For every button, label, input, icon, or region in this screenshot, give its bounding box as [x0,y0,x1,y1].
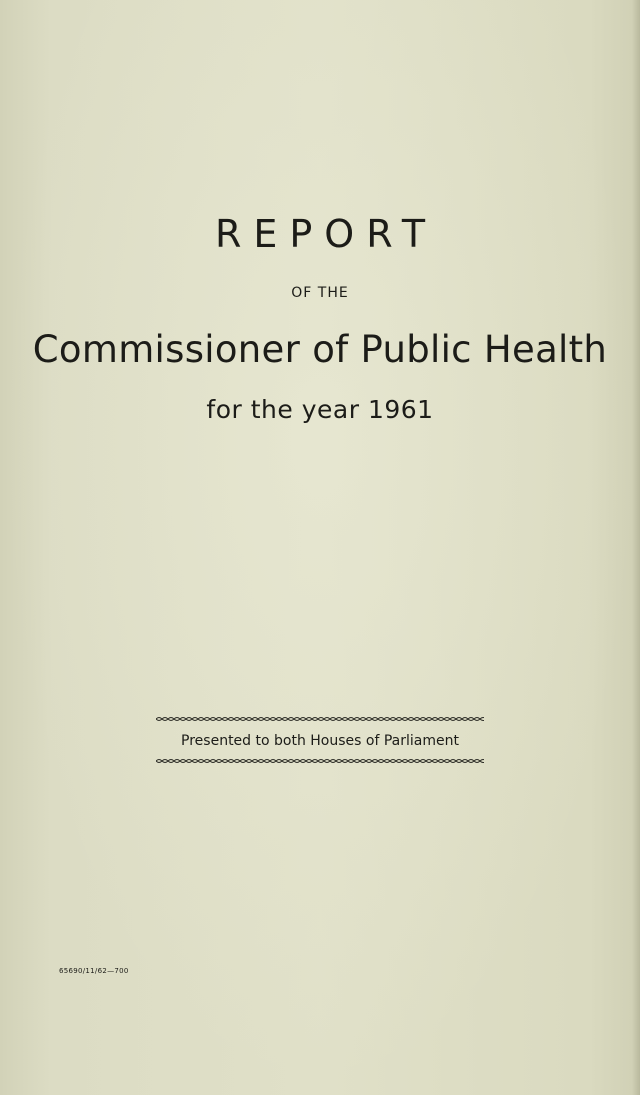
commissioner-heading: Commissioner of Public Health [32,328,608,371]
print-code: 65690/11/62—700 [59,967,129,975]
report-year: for the year 1961 [206,395,434,424]
report-title: REPORT [214,212,438,256]
page-edge-shadow [632,0,640,1095]
ornamental-rule-bottom [156,756,484,766]
of-the-label: OF THE [291,285,349,301]
presented-line: Presented to both Houses of Parliament [181,733,459,749]
ornamental-rule-top [156,714,484,724]
